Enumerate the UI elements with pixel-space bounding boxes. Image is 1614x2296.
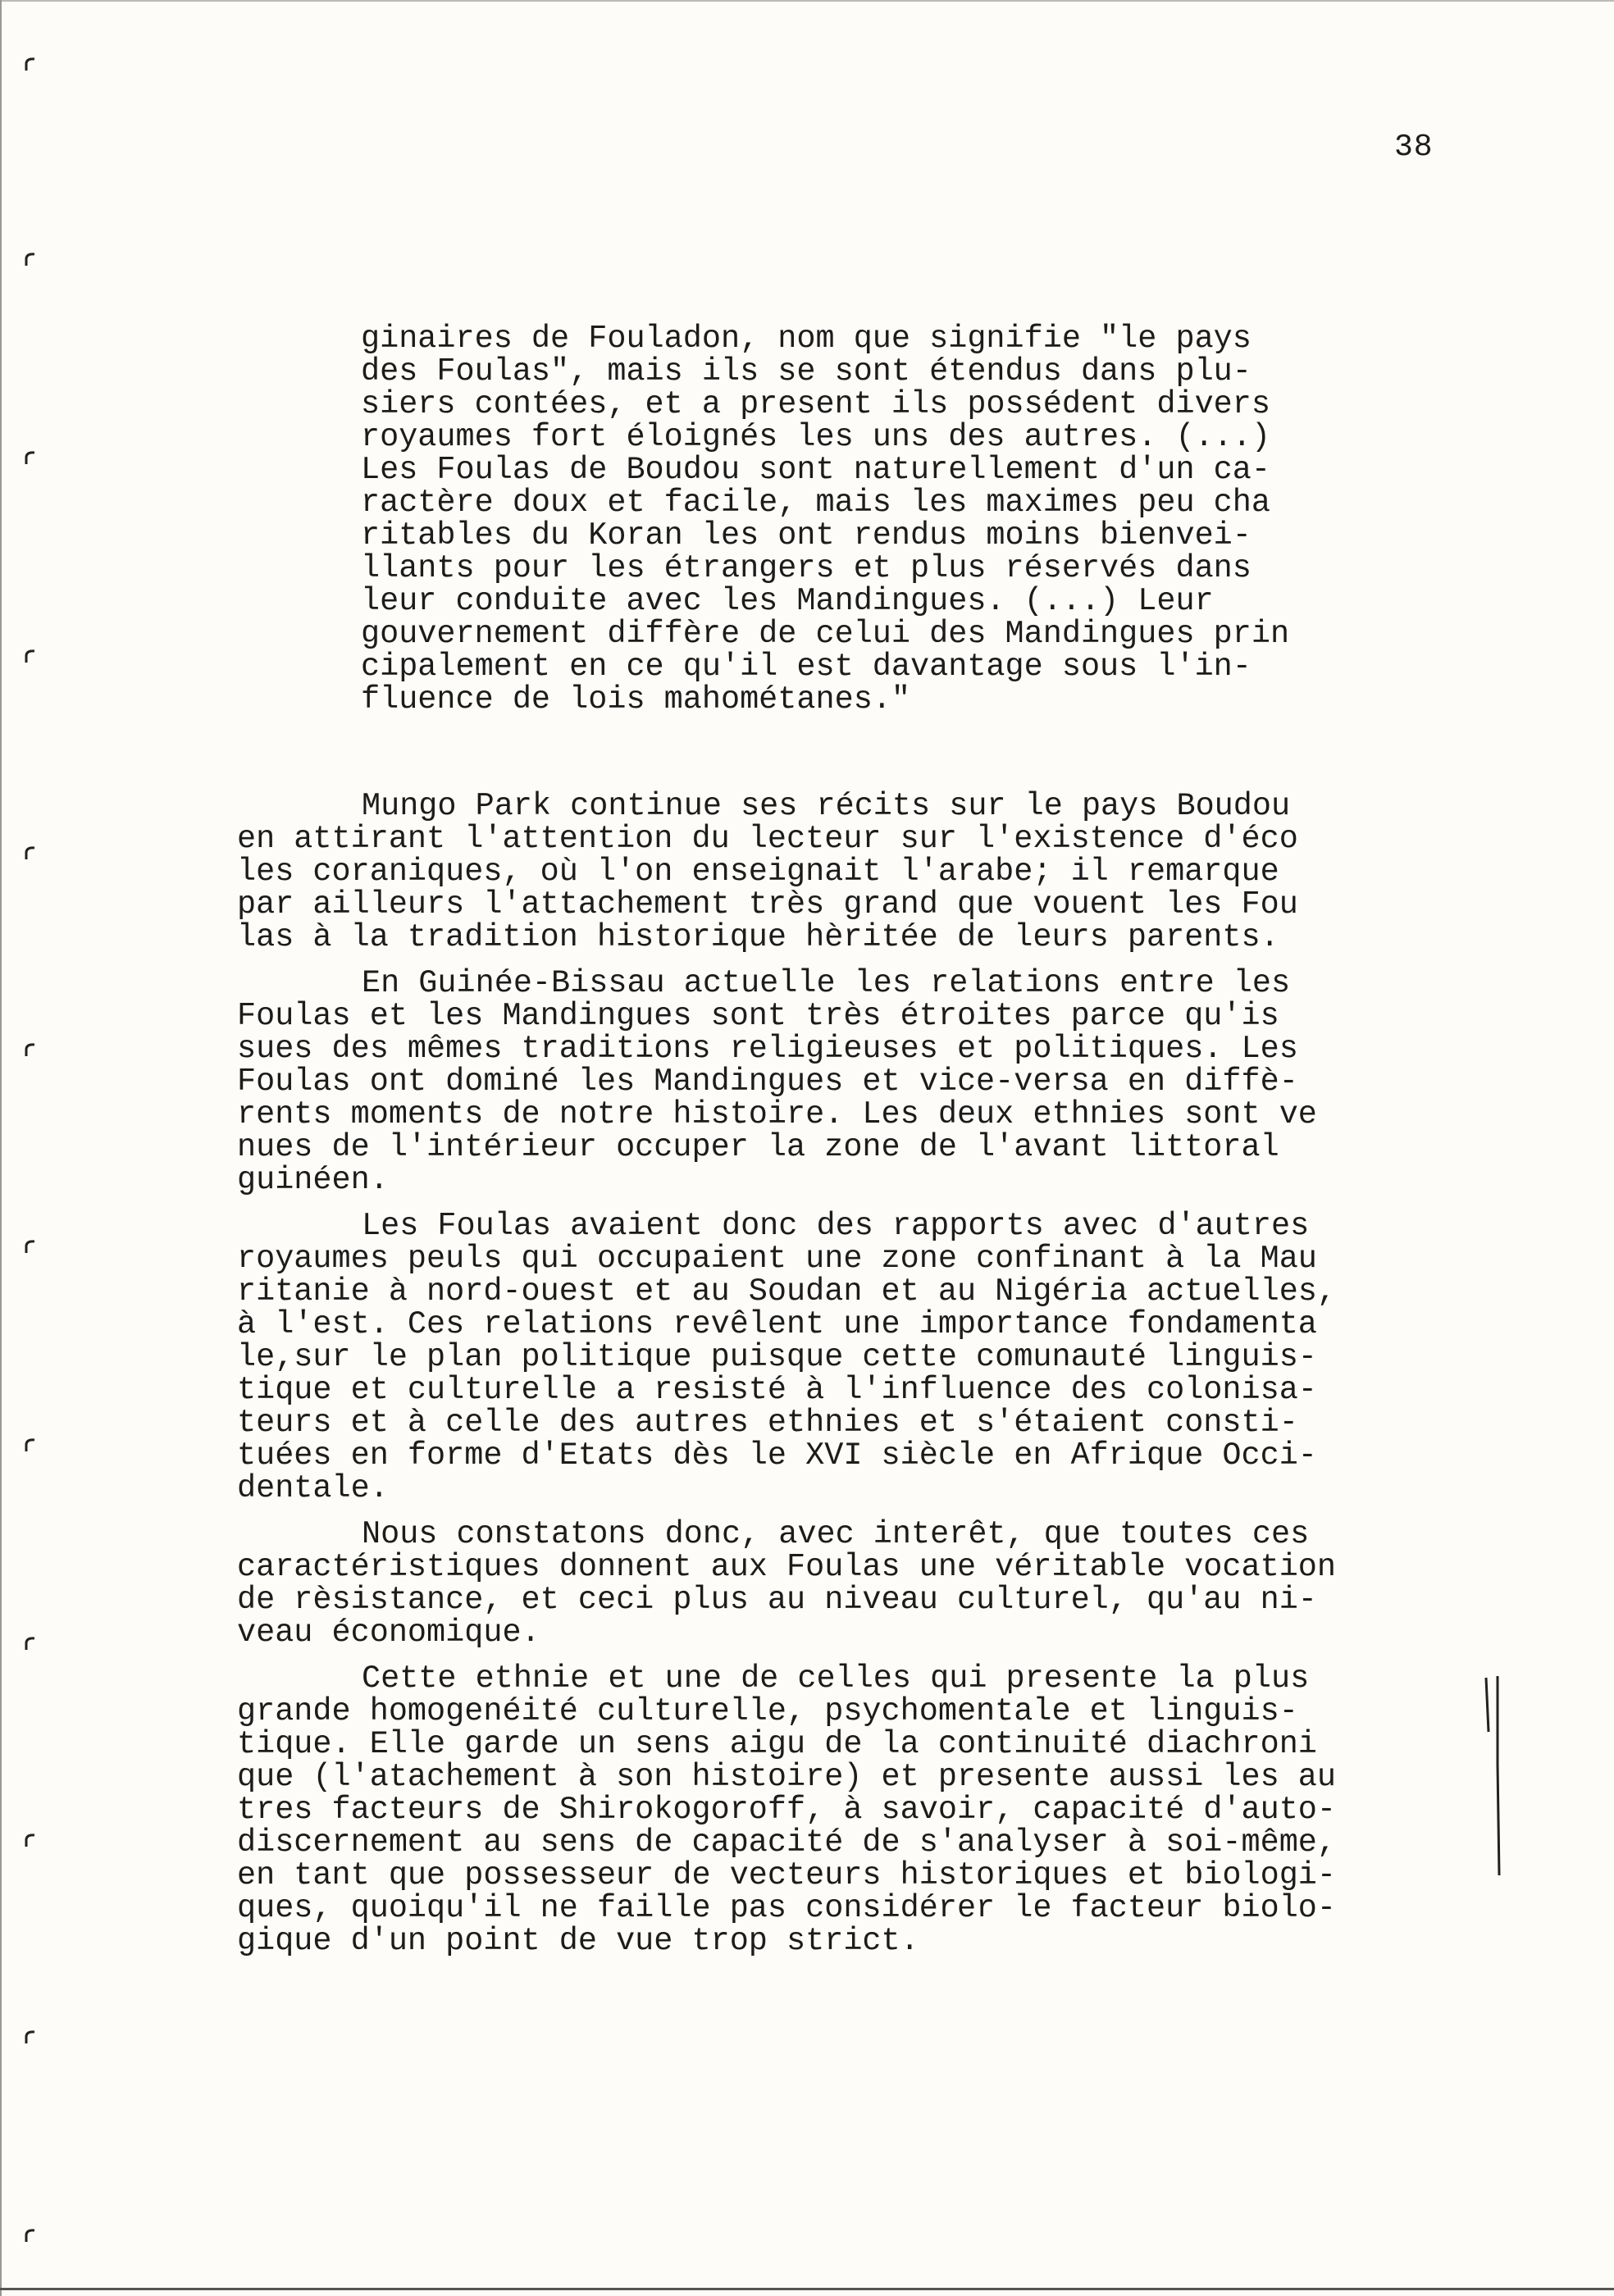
paragraph-line: Mungo Park continue ses récits sur le pays Boudou	[362, 788, 1291, 824]
paragraph-line: tres facteurs de Shirokogoroff, à savoir, capacité d'auto-	[237, 1792, 1337, 1828]
paragraph-line: sues des mêmes traditions religieuses et politiques. Les	[237, 1031, 1298, 1067]
binder-hole-mark	[23, 2227, 39, 2244]
paragraph-line: royaumes peuls qui occupaient une zone confinant à la Mau	[237, 1241, 1317, 1277]
paragraph-line: discernement au sens de capacité de s'analyser à soi-même,	[237, 1824, 1337, 1861]
quote-line: siers contées, et a present ils possédent divers	[361, 386, 1270, 422]
quote-line: royaumes fort éloignés les uns des autres. (...)	[361, 419, 1270, 455]
paragraph-line: le,sur le plan politique puisque cette comunauté linguis-	[237, 1339, 1317, 1375]
paragraph-line: Foulas et les Mandingues sont très étroites parce qu'is	[237, 998, 1279, 1034]
paragraph-line: que (l'atachement à son histoire) et presente aussi les au	[237, 1759, 1337, 1795]
paragraph-line: ques, quoiqu'il ne faille pas considérer le facteur biolo-	[237, 1890, 1337, 1926]
paragraph-line: à l'est. Ces relations revêlent une importance fondamenta	[237, 1306, 1317, 1342]
binder-hole-mark	[23, 56, 39, 72]
binder-hole-mark	[23, 1635, 39, 1651]
paragraph-line: gique d'un point de vue trop strict.	[237, 1923, 919, 1959]
paragraph-line: tuées en forme d'Etats dès le XVI siècle en Afrique Occi-	[237, 1437, 1317, 1474]
binder-hole-mark	[23, 449, 39, 466]
paragraph-line: rents moments de notre histoire. Les deux ethnies sont ve	[237, 1096, 1317, 1132]
quote-line: ractère doux et facile, mais les maximes peu cha	[361, 485, 1270, 521]
paragraph-line: Cette ethnie et une de celles qui presente la plus	[362, 1660, 1310, 1697]
binder-hole-mark	[23, 1238, 39, 1255]
paragraph	[237, 790, 1508, 954]
block-quote	[361, 322, 1468, 716]
paragraph-line: grande homogenéité culturelle, psychomentale et linguis-	[237, 1693, 1298, 1729]
quote-line: ginaires de Fouladon, nom que signifie "le pays	[361, 321, 1252, 357]
paragraph-line: caractéristiques donnent aux Foulas une véritable vocation	[237, 1549, 1337, 1585]
quote-line: Les Foulas de Boudou sont naturellement d'un ca-	[361, 452, 1270, 488]
page-number: 38	[1394, 130, 1434, 165]
quote-line: llants pour les étrangers et plus réservés dans	[361, 550, 1252, 586]
binder-hole-mark	[23, 1832, 39, 1848]
quote-line: ritables du Koran les ont rendus moins bienvei-	[361, 517, 1252, 554]
paragraph	[237, 1210, 1508, 1505]
body-text	[237, 790, 1508, 1970]
paragraph	[237, 1518, 1508, 1649]
paragraph-line: las à la tradition historique hèritée de leurs parents.	[237, 919, 1279, 955]
paragraph-line: En Guinée-Bissau actuelle les relations entre les	[362, 965, 1291, 1001]
paragraph-line: Foulas ont dominé les Mandingues et vice-versa en diffè-	[237, 1064, 1298, 1100]
scan-top-edge	[0, 0, 1614, 2]
paragraph-line: en tant que possesseur de vecteurs historiques et biologi-	[237, 1857, 1337, 1893]
paragraph-line: tique et culturelle a resisté à l'influence des colonisa-	[237, 1372, 1317, 1408]
quote-line: gouvernement diffère de celui des Mandingues prin	[361, 616, 1290, 652]
binder-hole-mark	[23, 2029, 39, 2045]
binder-hole-mark	[23, 1437, 39, 1453]
paragraph-line: ritanie à nord-ouest et au Soudan et au Nigéria actuelles,	[237, 1273, 1337, 1310]
paragraph-line: Nous constatons donc, avec interêt, que toutes ces	[362, 1516, 1310, 1552]
binder-hole-marks	[0, 0, 66, 2296]
paragraph	[237, 1662, 1508, 1957]
paragraph-line: nues de l'intérieur occuper la zone de l'avant littoral	[237, 1129, 1279, 1165]
quote-line: cipalement en ce qu'il est davantage sous l'in-	[361, 649, 1252, 685]
paragraph-line: guinéen.	[237, 1162, 389, 1198]
paragraph-line: les coraniques, où l'on enseignait l'arabe; il remarque	[237, 854, 1279, 890]
quote-line: des Foulas", mais ils se sont étendus dans plu-	[361, 353, 1252, 390]
binder-hole-mark	[23, 648, 39, 664]
quote-line: leur conduite avec les Mandingues. (...) Leur	[361, 583, 1214, 619]
binder-hole-mark	[23, 251, 39, 267]
paragraph-line: de rèsistance, et ceci plus au niveau culturel, qu'au ni-	[237, 1582, 1317, 1618]
binder-hole-mark	[23, 845, 39, 861]
binder-hole-mark	[23, 1041, 39, 1058]
scan-bottom-edge	[0, 2288, 1614, 2290]
paragraph-line: en attirant l'attention du lecteur sur l'existence d'éco	[237, 821, 1298, 857]
paragraph-line: tique. Elle garde un sens aigu de la continuité diachroni	[237, 1726, 1317, 1762]
paragraph	[237, 967, 1508, 1196]
paragraph-line: veau économique.	[237, 1615, 540, 1651]
paragraph-line: par ailleurs l'attachement très grand que vouent les Fou	[237, 886, 1298, 922]
quote-line: fluence de lois mahométanes."	[361, 681, 911, 718]
paragraph-line: dentale.	[237, 1470, 389, 1506]
margin-annotation-bar	[1481, 1674, 1514, 1875]
paragraph-line: Les Foulas avaient donc des rapports avec d'autres	[362, 1208, 1310, 1244]
paragraph-line: teurs et à celle des autres ethnies et s'étaient consti-	[237, 1405, 1298, 1441]
